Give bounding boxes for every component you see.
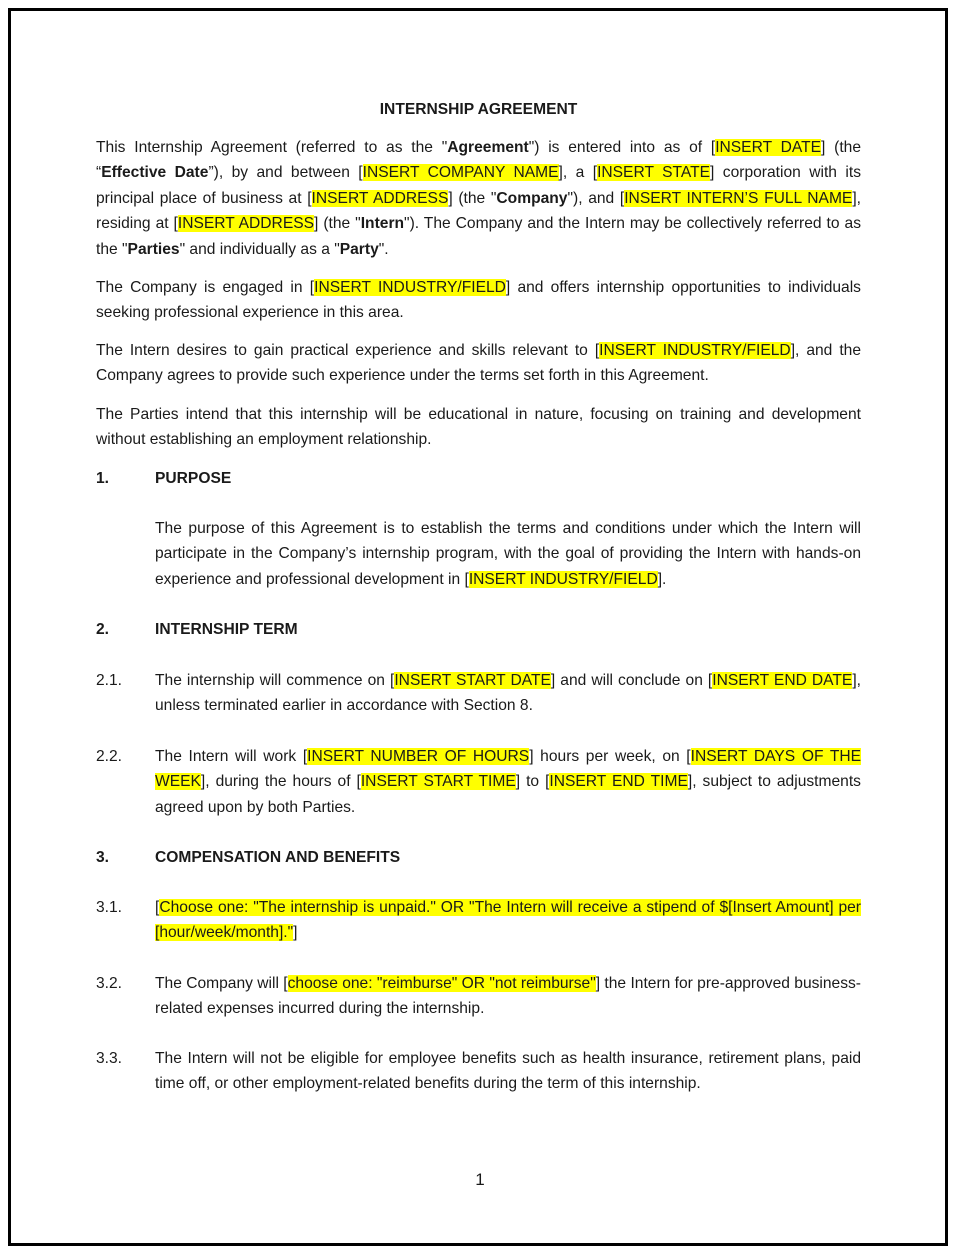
intro-paragraph (96, 135, 861, 262)
placeholder-intern-name: INSERT INTERN’S FULL NAME (624, 189, 853, 207)
clause-3-1 (155, 895, 861, 946)
text-run: ". (378, 240, 389, 258)
text-run: The Intern will work [ (155, 748, 308, 765)
placeholder-days: INSERT DAYS OF THE WEEK (155, 748, 862, 791)
clause-number: 3.2. (96, 975, 123, 992)
placeholder-state: INSERT STATE (597, 164, 711, 182)
text-run: " and individually as a " (179, 240, 340, 258)
placeholder-start-time: INSERT START TIME (360, 773, 516, 791)
text-run: This Internship Agreement (referred to as the " (96, 139, 448, 156)
text-run: The Company will [ (155, 975, 288, 992)
industry-paragraph (96, 275, 861, 326)
text-run: ] (the “ (96, 139, 861, 182)
page-number: 1 (475, 1170, 485, 1189)
text-run: The Company is engaged in [ (96, 279, 315, 296)
clause-2-2 (155, 744, 861, 820)
text-run: ] to [ (515, 773, 550, 791)
section-number: 3. (96, 849, 110, 866)
text-run: ], during the hours of [ (200, 773, 361, 791)
text-run: ], subject to adjustments agreed upon by both Parties. (155, 773, 861, 816)
text-run: ] corporation with its principal place of business at [ (96, 164, 861, 207)
placeholder-address: INSERT ADDRESS (177, 215, 315, 233)
placeholder-end-time: INSERT END TIME (549, 773, 688, 791)
text-run: ”), by and between [ (208, 164, 363, 182)
defined-term: Agreement (447, 139, 529, 156)
purpose-paragraph (155, 516, 861, 592)
text-run: The internship will commence on [ (155, 672, 395, 689)
placeholder-compensation-choice: Choose one: "The internship is unpaid." OR "The Intern will receive a stipend of $[Insert Amount] per [hour/week/month]." (155, 899, 861, 942)
text-run: The purpose of this Agreement is to establish the terms and conditions under which the Intern will participate in the Company’s internship program, with the goal of providing the Intern with hands-on experience and professional development in [ (155, 520, 861, 588)
clause-number: 3.3. (96, 1050, 123, 1067)
section-number: 2. (96, 621, 110, 638)
section-heading-compensation: COMPENSATION AND BENEFITS (155, 849, 401, 866)
text-run: ] hours per week, on [ (529, 748, 691, 765)
clause-3-3: The Intern will not be eligible for employee benefits such as health insurance, retirement plans, paid time off, or other employment-related benefits during the term of this internship. (155, 1050, 861, 1093)
placeholder-industry: INSERT INDUSTRY/FIELD (599, 342, 791, 359)
clause-number: 3.1. (96, 899, 123, 916)
placeholder-end-date: INSERT END DATE (712, 672, 853, 689)
text-run: ] the Intern for pre-approved business-related expenses incurred during the internship. (155, 975, 862, 1018)
defined-term: Effective Date (101, 164, 209, 182)
text-run: ], unless terminated earlier in accordance with Section 8. (155, 672, 861, 715)
placeholder-company-name: INSERT COMPANY NAME (362, 164, 559, 182)
clause-number: 2.1. (96, 672, 123, 689)
placeholder-hours: INSERT NUMBER OF HOURS (307, 748, 530, 765)
placeholder-industry: INSERT INDUSTRY/FIELD (314, 279, 506, 296)
clause-number: 2.2. (96, 748, 123, 765)
defined-term: Party (339, 240, 379, 258)
placeholder-start-date: INSERT START DATE (394, 672, 551, 689)
placeholder-address: INSERT ADDRESS (311, 189, 449, 207)
defined-term: Company (496, 189, 568, 207)
text-run: "). The Company and the Intern may be collectively referred to as the " (96, 215, 861, 258)
text-run: The Intern desires to gain practical experience and skills relevant to [ (96, 342, 600, 359)
placeholder-reimburse-choice: choose one: "reimburse" OR "not reimburse" (287, 975, 596, 992)
document-title: INTERNSHIP AGREEMENT (379, 101, 578, 118)
text-run: ], and the Company agrees to provide such experience under the terms set forth in this Agreement. (96, 342, 862, 385)
text-run: ] (the " (314, 215, 361, 233)
defined-term: Parties (127, 240, 180, 258)
clause-2-1 (155, 668, 861, 719)
placeholder-date: INSERT DATE (715, 139, 822, 156)
text-run: ]. (657, 570, 667, 588)
text-run: ") is entered into as of [ (528, 139, 716, 156)
text-run: [ (155, 899, 160, 916)
clause-3-2 (155, 971, 861, 1022)
intent-paragraph: The Parties intend that this internship will be educational in nature, focusing on training and development without establishing an employment relationship. (96, 406, 861, 449)
section-heading-term: INTERNSHIP TERM (155, 621, 298, 638)
text-run: ] (293, 924, 298, 942)
text-run: ] (the " (448, 189, 497, 207)
text-run: "), and [ (567, 189, 625, 207)
defined-term: Intern (360, 215, 405, 233)
intern-desire-paragraph (96, 338, 861, 389)
section-number: 1. (96, 470, 110, 487)
text-run: ], residing at [ (96, 189, 862, 233)
text-run: ] and offers internship opportunities to individuals seeking professional experience in this area. (96, 279, 861, 322)
section-heading-purpose: PURPOSE (155, 470, 232, 487)
text-run: ], a [ (558, 164, 598, 182)
placeholder-industry: INSERT INDUSTRY/FIELD (468, 570, 658, 588)
text-run: ] and will conclude on [ (550, 672, 713, 689)
